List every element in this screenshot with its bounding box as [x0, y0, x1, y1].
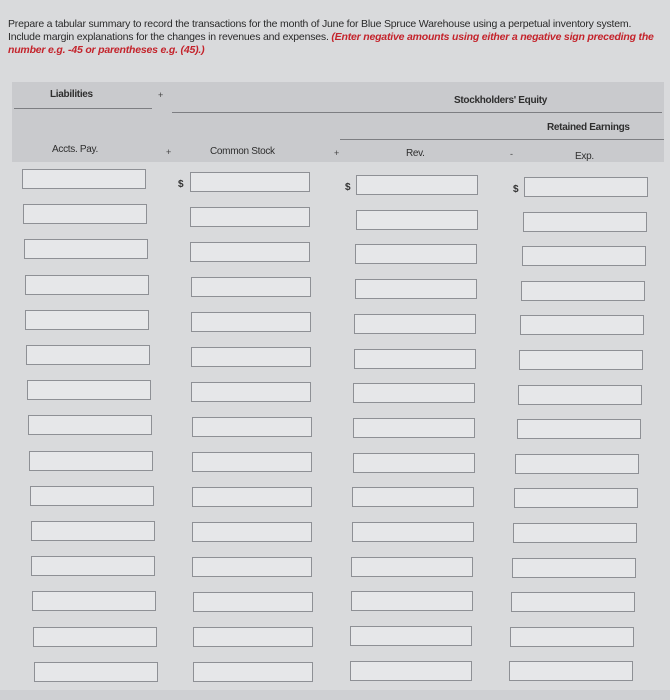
input-accts-pay-row-1[interactable]	[22, 169, 146, 189]
input-rev-row-1[interactable]	[356, 175, 478, 195]
input-rev-row-12[interactable]	[351, 557, 473, 577]
header-exp: Exp.	[575, 151, 594, 162]
input-accts-pay-row-10[interactable]	[30, 486, 154, 506]
instructions-text: Prepare a tabular summary to record the transactions for the month of June for Blue Spruce Warehouse using a perpetual inventory system. Include margin explanations for the changes in revenues and expenses.	[8, 18, 632, 43]
input-rev-row-15[interactable]	[350, 661, 472, 681]
input-common-stock-row-13[interactable]	[193, 592, 313, 612]
input-exp-row-4[interactable]	[521, 281, 645, 301]
input-common-stock-row-10[interactable]	[192, 487, 312, 507]
input-accts-pay-row-6[interactable]	[26, 345, 150, 365]
input-exp-row-12[interactable]	[512, 558, 636, 578]
input-exp-row-9[interactable]	[515, 454, 639, 474]
input-common-stock-row-12[interactable]	[192, 557, 312, 577]
input-common-stock-row-2[interactable]	[190, 207, 310, 227]
bottom-scroll-strip	[0, 690, 670, 700]
input-exp-row-13[interactable]	[511, 592, 635, 612]
header-plus-2: +	[166, 147, 172, 157]
input-exp-row-5[interactable]	[520, 315, 644, 335]
input-accts-pay-row-9[interactable]	[29, 451, 153, 471]
input-accts-pay-row-14[interactable]	[33, 627, 157, 647]
input-common-stock-row-5[interactable]	[191, 312, 311, 332]
currency-symbol-exp: $	[513, 184, 519, 195]
input-exp-row-11[interactable]	[513, 523, 637, 543]
input-common-stock-row-15[interactable]	[193, 662, 313, 682]
input-accts-pay-row-15[interactable]	[34, 662, 158, 682]
header-divider-liabilities	[14, 108, 152, 109]
input-common-stock-row-4[interactable]	[191, 277, 311, 297]
header-minus: -	[510, 149, 513, 159]
input-exp-row-15[interactable]	[509, 661, 633, 681]
input-accts-pay-row-11[interactable]	[31, 521, 155, 541]
input-common-stock-row-14[interactable]	[193, 627, 313, 647]
input-common-stock-row-11[interactable]	[192, 522, 312, 542]
input-accts-pay-row-12[interactable]	[31, 556, 155, 576]
input-rev-row-11[interactable]	[352, 522, 474, 542]
input-common-stock-row-6[interactable]	[191, 347, 311, 367]
input-accts-pay-row-2[interactable]	[23, 204, 147, 224]
header-rev: Rev.	[406, 148, 425, 159]
input-common-stock-row-1[interactable]	[190, 172, 310, 192]
input-common-stock-row-7[interactable]	[191, 382, 311, 402]
input-rev-row-14[interactable]	[350, 626, 472, 646]
input-exp-row-14[interactable]	[510, 627, 634, 647]
input-common-stock-row-3[interactable]	[190, 242, 310, 262]
input-exp-row-1[interactable]	[524, 177, 648, 197]
header-common-stock: Common Stock	[210, 146, 275, 157]
header-liabilities: Liabilities	[50, 89, 93, 100]
input-exp-row-3[interactable]	[522, 246, 646, 266]
header-divider-retained	[340, 139, 664, 140]
input-accts-pay-row-7[interactable]	[27, 380, 151, 400]
input-exp-row-8[interactable]	[517, 419, 641, 439]
header-stockholders-equity: Stockholders' Equity	[454, 95, 548, 106]
input-accts-pay-row-8[interactable]	[28, 415, 152, 435]
input-rev-row-6[interactable]	[354, 349, 476, 369]
header-divider-equity	[172, 112, 662, 113]
header-plus-1: +	[158, 90, 164, 100]
instructions	[8, 18, 658, 57]
input-rev-row-7[interactable]	[353, 383, 475, 403]
currency-symbol-rev: $	[345, 182, 351, 193]
input-rev-row-13[interactable]	[351, 591, 473, 611]
input-common-stock-row-9[interactable]	[192, 452, 312, 472]
input-accts-pay-row-3[interactable]	[24, 239, 148, 259]
header-accts-pay: Accts. Pay.	[52, 144, 98, 155]
currency-symbol-common-stock: $	[178, 179, 184, 190]
input-exp-row-2[interactable]	[523, 212, 647, 232]
input-accts-pay-row-4[interactable]	[25, 275, 149, 295]
input-accts-pay-row-13[interactable]	[32, 591, 156, 611]
input-rev-row-2[interactable]	[356, 210, 478, 230]
input-rev-row-10[interactable]	[352, 487, 474, 507]
input-common-stock-row-8[interactable]	[192, 417, 312, 437]
input-rev-row-8[interactable]	[353, 418, 475, 438]
input-rev-row-5[interactable]	[354, 314, 476, 334]
input-rev-row-3[interactable]	[355, 244, 477, 264]
input-exp-row-10[interactable]	[514, 488, 638, 508]
input-rev-row-9[interactable]	[353, 453, 475, 473]
header-plus-3: +	[334, 148, 340, 158]
input-exp-row-7[interactable]	[518, 385, 642, 405]
header-retained-earnings: Retained Earnings	[547, 122, 630, 133]
instructions-warning: (Enter negative amounts using either a negative sign preceding the number e.g. -45 or parentheses e.g. (45).)	[8, 31, 654, 56]
input-rev-row-4[interactable]	[355, 279, 477, 299]
input-exp-row-6[interactable]	[519, 350, 643, 370]
input-accts-pay-row-5[interactable]	[25, 310, 149, 330]
